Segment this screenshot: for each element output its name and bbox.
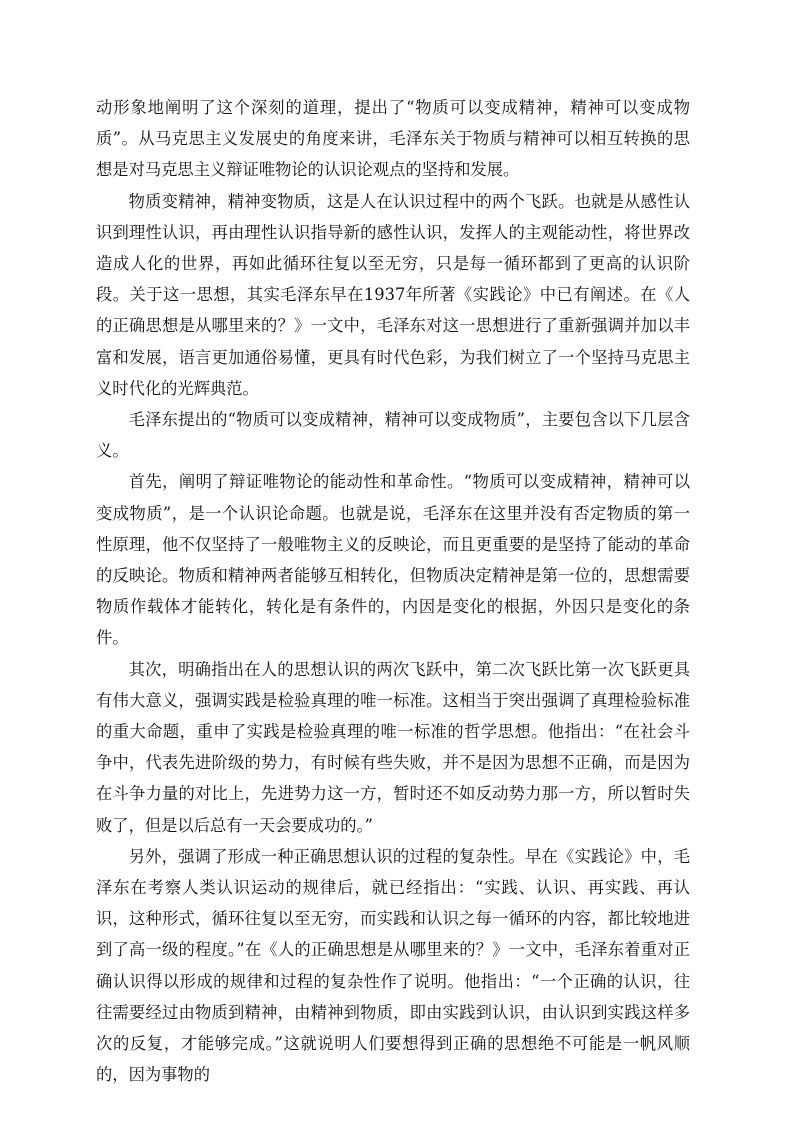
paragraph-meanings-intro: 毛泽东提出的“物质可以变成精神，精神可以变成物质”，主要包含以下几层含义。 bbox=[96, 410, 690, 461]
paragraph-third-meaning: 另外，强调了形成一种正确思想认识的过程的复杂性。早在《实践论》中，毛泽东在考察人类认识运动的规律后，就已经指出：“实践、认识、再实践、再认识，这种形式，循环往复以至无穷，而实践和认识之每一循环的内容，都比较地进到了高一级的程度。”在《人的正确思想是从哪里来的？》一文中，毛泽东着重对正确认识得以形成的规律和过程的复杂性作了说明。他指出：“一个正确的认识，往往需要经过由物质到精神，由精神到物质，即由实践到认识，由认识到实践这样多次的反复，才能够完成。”这就说明人们要想得到正确的思想绝不可能是一帆风顺的，因为事物的 bbox=[96, 846, 690, 1085]
paragraph-two-leaps: 物质变精神，精神变物质，这是人在认识过程中的两个飞跃。也就是从感性认识到理性认识，再由理性认识指导新的感性认识，发挥人的主观能动性，将世界改造成人化的世界，再如此循环往复以至无穷，只是每一循环都到了更高的认识阶段。关于这一思想，其实毛泽东早在1937年所著《实践论》中已有阐述。在《人的正确思想是从哪里来的？》一文中，毛泽东对这一思想进行了重新强调并加以丰富和发展，语言更加通俗易懂，更具有时代色彩，为我们树立了一个坚持马克思主义时代化的光辉典范。 bbox=[96, 191, 690, 398]
paragraph-continuation: 动形象地阐明了这个深刻的道理，提出了“物质可以变成精神，精神可以变成物质”。从马克思主义发展史的角度来讲，毛泽东关于物质与精神可以相互转换的思想是对马克思主义辩证唯物论的认识论观点的坚持和发展。 bbox=[96, 98, 690, 180]
paragraph-first-meaning: 首先，阐明了辩证唯物论的能动性和革命性。“物质可以变成精神，精神可以变成物质”，是一个认识论命题。也就是说，毛泽东在这里并没有否定物质的第一性原理，他不仅坚持了一般唯物主义的反映论，而且更重要的是坚持了能动的革命的反映论。物质和精神两者能够互相转化，但物质决定精神是第一位的，思想需要物质作载体才能转化，转化是有条件的，内因是变化的根据，外因只是变化的条件。 bbox=[96, 472, 690, 648]
document-page bbox=[96, 92, 690, 1091]
paragraph-second-meaning: 其次，明确指出在人的思想认识的两次飞跃中，第二次飞跃比第一次飞跃更具有伟大意义，强调实践是检验真理的唯一标准。这相当于突出强调了真理检验标准的重大命题，重申了实践是检验真理的唯一标准的哲学思想。他指出：“在社会斗争中，代表先进阶级的势力，有时候有些失败，并不是因为思想不正确，而是因为在斗争力量的对比上，先进势力这一方，暂时还不如反动势力那一方，所以暂时失败了，但是以后总有一天会要成功的。” bbox=[96, 659, 690, 835]
